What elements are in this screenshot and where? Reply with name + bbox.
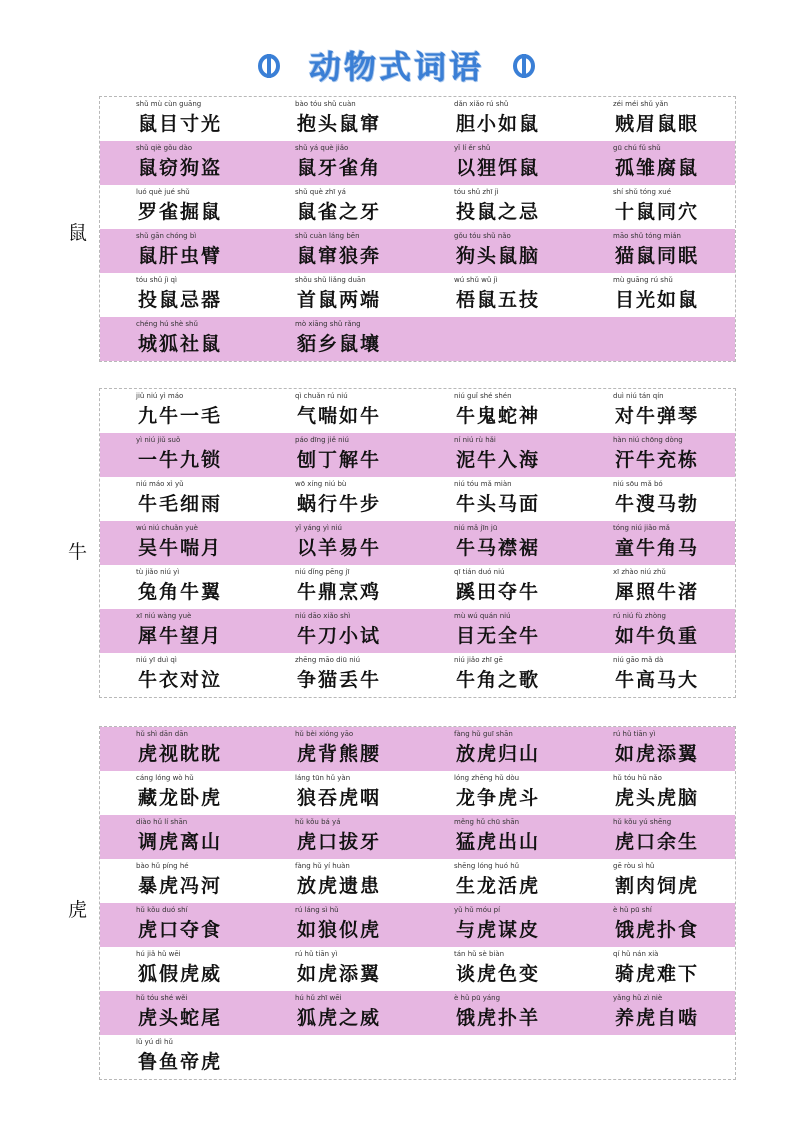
idiom-row bbox=[100, 727, 735, 771]
idiom-cell bbox=[418, 141, 576, 185]
idiom-cell bbox=[100, 653, 258, 697]
idiom-row bbox=[100, 991, 735, 1035]
pinyin-text: lóng zhēng hǔ dòu bbox=[454, 774, 520, 782]
idiom-text: 目无全牛 bbox=[456, 625, 541, 647]
idiom-text: 童牛角马 bbox=[615, 537, 700, 559]
pinyin-text: shǔ qiè gǒu dào bbox=[136, 144, 193, 152]
idiom-text: 牛马襟裾 bbox=[456, 537, 541, 559]
pinyin-text: tóu shǔ jì qì bbox=[136, 276, 177, 284]
pinyin-text: qī tián duó niú bbox=[454, 568, 505, 576]
idiom-text: 饿虎扑羊 bbox=[456, 1007, 541, 1029]
idiom-text: 虎口夺食 bbox=[138, 919, 223, 941]
idiom-text: 一牛九锁 bbox=[138, 449, 223, 471]
idiom-cell bbox=[100, 229, 258, 273]
idiom-cell bbox=[418, 991, 576, 1035]
idiom-text: 首鼠两端 bbox=[297, 289, 382, 311]
idiom-cell bbox=[100, 433, 258, 477]
pinyin-text: tù jiǎo niú yì bbox=[136, 568, 180, 576]
idiom-text: 鼠目寸光 bbox=[138, 113, 223, 135]
idiom-text: 如狼似虎 bbox=[297, 919, 382, 941]
idiom-text: 割肉饲虎 bbox=[615, 875, 700, 897]
idiom-text: 牛鬼蛇神 bbox=[456, 405, 541, 427]
idiom-cell bbox=[100, 97, 258, 141]
idiom-cell bbox=[100, 991, 258, 1035]
idiom-cell bbox=[259, 521, 417, 565]
idiom-cell bbox=[418, 947, 576, 991]
idiom-cell bbox=[259, 653, 417, 697]
pinyin-text: bào hǔ píng hé bbox=[136, 862, 189, 870]
idiom-cell bbox=[100, 185, 258, 229]
idiom-cell bbox=[577, 903, 735, 947]
idiom-table bbox=[99, 726, 736, 1080]
idiom-cell bbox=[577, 947, 735, 991]
idiom-cell bbox=[577, 185, 735, 229]
idiom-cell bbox=[259, 903, 417, 947]
pinyin-text: hú jiǎ hǔ wēi bbox=[136, 950, 181, 958]
pinyin-text: niú guǐ shé shén bbox=[454, 392, 512, 400]
pinyin-text: qí hǔ nán xià bbox=[613, 950, 659, 958]
idiom-row bbox=[100, 565, 735, 609]
idiom-row bbox=[100, 653, 735, 697]
pinyin-text: dǎn xiǎo rú shǔ bbox=[454, 100, 509, 108]
idiom-text: 争猫丢牛 bbox=[297, 669, 382, 691]
idiom-cell bbox=[100, 477, 258, 521]
idiom-cell bbox=[418, 433, 576, 477]
pinyin-text: shēng lóng huó hǔ bbox=[454, 862, 520, 870]
idiom-text: 蜗行牛步 bbox=[297, 493, 382, 515]
pinyin-text: niú sōu mǎ bó bbox=[613, 480, 663, 488]
idiom-cell bbox=[418, 229, 576, 273]
idiom-text: 狗头鼠脑 bbox=[456, 245, 541, 267]
idiom-cell bbox=[577, 815, 735, 859]
pinyin-text: wō xíng niú bù bbox=[295, 480, 347, 488]
idiom-cell bbox=[577, 1035, 735, 1079]
idiom-cell bbox=[577, 859, 735, 903]
idiom-cell bbox=[259, 477, 417, 521]
page-title: 动物式词语 bbox=[308, 48, 484, 86]
idiom-row bbox=[100, 229, 735, 273]
pinyin-text: hǔ shì dān dān bbox=[136, 730, 188, 738]
pinyin-text: niú yī duì qì bbox=[136, 656, 177, 664]
idiom-text: 与虎谋皮 bbox=[456, 919, 541, 941]
idiom-text: 虎口余生 bbox=[615, 831, 700, 853]
pinyin-text: yǎng hǔ zì niè bbox=[613, 994, 663, 1002]
pinyin-text: fàng hǔ guī shān bbox=[454, 730, 513, 738]
pinyin-text: mù wú quán niú bbox=[454, 612, 511, 620]
pinyin-text: xī niú wàng yuè bbox=[136, 612, 192, 620]
pinyin-text: hǔ kǒu yú shēng bbox=[613, 818, 672, 826]
idiom-text: 牛角之歌 bbox=[456, 669, 541, 691]
idiom-text: 牛溲马勃 bbox=[615, 493, 700, 515]
idiom-cell bbox=[577, 97, 735, 141]
pinyin-text: shǔ yá què jiǎo bbox=[295, 144, 349, 152]
idiom-cell bbox=[577, 521, 735, 565]
idiom-cell bbox=[418, 317, 576, 361]
idiom-cell bbox=[100, 815, 258, 859]
idiom-cell bbox=[577, 991, 735, 1035]
idiom-text: 犀照牛渚 bbox=[615, 581, 700, 603]
idiom-text: 鲁鱼帝虎 bbox=[138, 1051, 223, 1073]
pinyin-text: luó què jué shǔ bbox=[136, 188, 190, 196]
pinyin-text: páo dīng jiě niú bbox=[295, 436, 349, 444]
idiom-text: 牛高马大 bbox=[615, 669, 700, 691]
idiom-text: 罗雀掘鼠 bbox=[138, 201, 223, 223]
idiom-cell bbox=[100, 771, 258, 815]
idiom-row bbox=[100, 389, 735, 433]
idiom-text: 猫鼠同眠 bbox=[615, 245, 700, 267]
idiom-text: 饿虎扑食 bbox=[615, 919, 700, 941]
idiom-cell bbox=[577, 273, 735, 317]
pinyin-text: shǒu shǔ liǎng duān bbox=[295, 276, 366, 284]
pinyin-text: niú dǐng pēng jī bbox=[295, 568, 350, 576]
pinyin-text: láng tūn hǔ yàn bbox=[295, 774, 351, 782]
idiom-text: 龙争虎斗 bbox=[456, 787, 541, 809]
idiom-cell bbox=[577, 653, 735, 697]
pinyin-text: hǔ bèi xióng yāo bbox=[295, 730, 354, 738]
pinyin-text: niú dāo xiǎo shì bbox=[295, 612, 351, 620]
page-header bbox=[0, 44, 793, 94]
idiom-cell bbox=[577, 433, 735, 477]
idiom-cell bbox=[577, 565, 735, 609]
pinyin-text: shǔ mù cùn guāng bbox=[136, 100, 202, 108]
pinyin-text: jiǔ niú yì máo bbox=[136, 392, 184, 400]
idiom-row bbox=[100, 903, 735, 947]
idiom-text: 对牛弹琴 bbox=[615, 405, 700, 427]
pinyin-text: niú jiǎo zhī gē bbox=[454, 656, 503, 664]
idiom-table bbox=[99, 96, 736, 362]
idiom-text: 调虎离山 bbox=[138, 831, 223, 853]
idiom-text: 十鼠同穴 bbox=[615, 201, 700, 223]
idiom-text: 虎视眈眈 bbox=[138, 743, 223, 765]
idiom-cell bbox=[577, 389, 735, 433]
section-label: 虎 bbox=[68, 899, 88, 921]
idiom-text: 兔角牛翼 bbox=[138, 581, 223, 603]
pinyin-text: rú hǔ tiān yì bbox=[295, 950, 338, 958]
idiom-text: 鼠窜狼奔 bbox=[297, 245, 382, 267]
pinyin-text: hú hǔ zhī wēi bbox=[295, 994, 342, 1002]
idiom-cell bbox=[259, 771, 417, 815]
idiom-text: 如牛负重 bbox=[615, 625, 700, 647]
idiom-cell bbox=[418, 477, 576, 521]
idiom-text: 投鼠忌器 bbox=[138, 289, 223, 311]
pinyin-text: hǔ kǒu bá yá bbox=[295, 818, 341, 826]
idiom-cell bbox=[100, 521, 258, 565]
pinyin-text: diào hǔ lí shān bbox=[136, 818, 188, 826]
idiom-cell bbox=[259, 317, 417, 361]
idiom-cell bbox=[418, 815, 576, 859]
pinyin-text: yǔ hǔ móu pí bbox=[454, 906, 501, 914]
idiom-cell bbox=[259, 859, 417, 903]
pinyin-text: fàng hǔ yí huàn bbox=[295, 862, 350, 870]
pinyin-text: yì niú jiǔ suǒ bbox=[136, 436, 181, 444]
pinyin-text: hǔ kǒu duó shí bbox=[136, 906, 188, 914]
pinyin-text: gē ròu sì hǔ bbox=[613, 862, 655, 870]
idiom-text: 狐假虎威 bbox=[138, 963, 223, 985]
idiom-text: 蹊田夺牛 bbox=[456, 581, 541, 603]
idiom-row bbox=[100, 185, 735, 229]
idiom-cell bbox=[577, 229, 735, 273]
idiom-row bbox=[100, 433, 735, 477]
idiom-text: 城狐社鼠 bbox=[138, 333, 223, 355]
idiom-cell bbox=[259, 141, 417, 185]
idiom-text: 牛衣对泣 bbox=[138, 669, 223, 691]
idiom-text: 吴牛喘月 bbox=[138, 537, 223, 559]
idiom-text: 鼠牙雀角 bbox=[297, 157, 382, 179]
idiom-cell bbox=[259, 433, 417, 477]
idiom-cell bbox=[259, 815, 417, 859]
pinyin-text: niú tóu mǎ miàn bbox=[454, 480, 512, 488]
idiom-cell bbox=[259, 273, 417, 317]
idiom-cell bbox=[577, 317, 735, 361]
pinyin-text: bào tóu shǔ cuàn bbox=[295, 100, 356, 108]
pinyin-text: mù guāng rú shǔ bbox=[613, 276, 673, 284]
idiom-text: 藏龙卧虎 bbox=[138, 787, 223, 809]
idiom-text: 鼠雀之牙 bbox=[297, 201, 382, 223]
idiom-row bbox=[100, 815, 735, 859]
idiom-text: 牛头马面 bbox=[456, 493, 541, 515]
idiom-text: 狐虎之威 bbox=[297, 1007, 382, 1029]
idiom-cell bbox=[100, 389, 258, 433]
idiom-cell bbox=[418, 97, 576, 141]
pinyin-text: zéi méi shǔ yǎn bbox=[613, 100, 669, 108]
idiom-cell bbox=[418, 609, 576, 653]
idiom-table bbox=[99, 388, 736, 698]
idiom-text: 贼眉鼠眼 bbox=[615, 113, 700, 135]
idiom-text: 暴虎冯河 bbox=[138, 875, 223, 897]
idiom-row bbox=[100, 97, 735, 141]
idiom-text: 养虎自啮 bbox=[615, 1007, 700, 1029]
idiom-text: 刨丁解牛 bbox=[297, 449, 382, 471]
idiom-cell bbox=[100, 859, 258, 903]
idiom-text: 投鼠之忌 bbox=[456, 201, 541, 223]
idiom-text: 气喘如牛 bbox=[297, 405, 382, 427]
idiom-text: 虎口拔牙 bbox=[297, 831, 382, 853]
pinyin-text: duì niú tán qín bbox=[613, 392, 664, 400]
idiom-cell bbox=[577, 141, 735, 185]
section-label: 鼠 bbox=[68, 222, 88, 244]
idiom-text: 胆小如鼠 bbox=[456, 113, 541, 135]
idiom-text: 泥牛入海 bbox=[456, 449, 541, 471]
idiom-cell bbox=[259, 97, 417, 141]
idiom-cell bbox=[577, 477, 735, 521]
pinyin-text: yǐ yáng yì niú bbox=[295, 524, 342, 532]
idiom-text: 汗牛充栋 bbox=[615, 449, 700, 471]
idiom-cell bbox=[259, 947, 417, 991]
pinyin-text: niú máo xì yǔ bbox=[136, 480, 184, 488]
idiom-cell bbox=[418, 521, 576, 565]
idiom-text: 如虎添翼 bbox=[615, 743, 700, 765]
pinyin-text: yǐ lí ěr shǔ bbox=[454, 144, 491, 152]
idiom-text: 貊乡鼠壤 bbox=[297, 333, 382, 355]
idiom-cell bbox=[418, 273, 576, 317]
idiom-text: 鼠窃狗盗 bbox=[138, 157, 223, 179]
idiom-cell bbox=[100, 609, 258, 653]
idiom-cell bbox=[418, 565, 576, 609]
pinyin-text: wú shǔ wǔ jì bbox=[454, 276, 498, 284]
pinyin-text: gǒu tóu shǔ nǎo bbox=[454, 232, 511, 240]
idiom-cell bbox=[418, 903, 576, 947]
idiom-text: 梧鼠五技 bbox=[456, 289, 541, 311]
idiom-row bbox=[100, 609, 735, 653]
idiom-row bbox=[100, 771, 735, 815]
pinyin-text: zhēng māo diū niú bbox=[295, 656, 361, 664]
idiom-text: 虎头虎脑 bbox=[615, 787, 700, 809]
idiom-text: 狼吞虎咽 bbox=[297, 787, 382, 809]
pinyin-text: è hǔ pū yáng bbox=[454, 994, 501, 1002]
idiom-text: 鼠肝虫臂 bbox=[138, 245, 223, 267]
idiom-text: 犀牛望月 bbox=[138, 625, 223, 647]
idiom-cell bbox=[259, 229, 417, 273]
pinyin-text: chéng hú shè shǔ bbox=[136, 320, 198, 328]
pinyin-text: cáng lóng wò hǔ bbox=[136, 774, 194, 782]
pinyin-text: wú niú chuǎn yuè bbox=[136, 524, 198, 532]
pinyin-text: ní niú rù hǎi bbox=[454, 436, 496, 444]
pinyin-text: hàn niú chōng dòng bbox=[613, 436, 683, 444]
idiom-text: 放虎归山 bbox=[456, 743, 541, 765]
idiom-text: 放虎遗患 bbox=[297, 875, 382, 897]
idiom-text: 猛虎出山 bbox=[456, 831, 541, 853]
idiom-cell bbox=[259, 565, 417, 609]
pinyin-text: shí shǔ tóng xué bbox=[613, 188, 672, 196]
pinyin-text: è hǔ pū shí bbox=[613, 906, 652, 914]
pinyin-text: tóng niú jiǎo mǎ bbox=[613, 524, 670, 532]
idiom-cell bbox=[577, 771, 735, 815]
idiom-row bbox=[100, 273, 735, 317]
pinyin-text: rú láng sì hǔ bbox=[295, 906, 339, 914]
idiom-text: 以羊易牛 bbox=[297, 537, 382, 559]
idiom-row bbox=[100, 521, 735, 565]
idiom-cell bbox=[418, 1035, 576, 1079]
pinyin-text: mò xiāng shǔ rǎng bbox=[295, 320, 361, 328]
idiom-text: 虎背熊腰 bbox=[297, 743, 382, 765]
idiom-row bbox=[100, 141, 735, 185]
pinyin-text: hǔ tóu hǔ nǎo bbox=[613, 774, 662, 782]
idiom-cell bbox=[577, 609, 735, 653]
idiom-text: 如虎添翼 bbox=[297, 963, 382, 985]
idiom-cell bbox=[100, 273, 258, 317]
pinyin-text: rú hǔ tiān yì bbox=[613, 730, 656, 738]
pinyin-text: rú niú fù zhòng bbox=[613, 612, 666, 620]
idiom-cell bbox=[259, 991, 417, 1035]
pinyin-text: shǔ què zhī yá bbox=[295, 188, 346, 196]
idiom-cell bbox=[100, 1035, 258, 1079]
idiom-cell bbox=[418, 185, 576, 229]
idiom-text: 目光如鼠 bbox=[615, 289, 700, 311]
pinyin-text: xī zhào niú zhǔ bbox=[613, 568, 666, 576]
circle-bar-ornament-icon bbox=[510, 52, 538, 80]
idiom-cell bbox=[100, 727, 258, 771]
pinyin-text: hǔ tóu shé wěi bbox=[136, 994, 188, 1002]
idiom-cell bbox=[577, 727, 735, 771]
section-label: 牛 bbox=[68, 541, 88, 563]
idiom-text: 虎头蛇尾 bbox=[138, 1007, 223, 1029]
pinyin-text: shǔ gān chóng bì bbox=[136, 232, 197, 240]
idiom-text: 牛鼎烹鸡 bbox=[297, 581, 382, 603]
idiom-text: 生龙活虎 bbox=[456, 875, 541, 897]
idiom-text: 骑虎难下 bbox=[615, 963, 700, 985]
idiom-text: 谈虎色变 bbox=[456, 963, 541, 985]
idiom-row bbox=[100, 859, 735, 903]
pinyin-text: tóu shǔ zhī jì bbox=[454, 188, 499, 196]
idiom-cell bbox=[418, 653, 576, 697]
idiom-cell bbox=[418, 389, 576, 433]
idiom-cell bbox=[100, 141, 258, 185]
idiom-text: 抱头鼠窜 bbox=[297, 113, 382, 135]
idiom-cell bbox=[259, 389, 417, 433]
idiom-cell bbox=[259, 727, 417, 771]
idiom-cell bbox=[259, 609, 417, 653]
idiom-cell bbox=[418, 727, 576, 771]
idiom-row bbox=[100, 477, 735, 521]
idiom-cell bbox=[418, 771, 576, 815]
idiom-cell bbox=[100, 947, 258, 991]
idiom-row bbox=[100, 947, 735, 991]
pinyin-text: shǔ cuàn láng bēn bbox=[295, 232, 360, 240]
idiom-cell bbox=[100, 565, 258, 609]
idiom-cell bbox=[259, 1035, 417, 1079]
pinyin-text: niú gāo mǎ dà bbox=[613, 656, 664, 664]
idiom-cell bbox=[418, 859, 576, 903]
idiom-text: 牛毛细雨 bbox=[138, 493, 223, 515]
pinyin-text: niú mǎ jīn jū bbox=[454, 524, 498, 532]
idiom-text: 牛刀小试 bbox=[297, 625, 382, 647]
idiom-cell bbox=[259, 185, 417, 229]
pinyin-text: lǔ yú dì hǔ bbox=[136, 1038, 173, 1046]
pinyin-text: tán hǔ sè biàn bbox=[454, 950, 505, 958]
idiom-row bbox=[100, 317, 735, 361]
idiom-text: 九牛一毛 bbox=[138, 405, 223, 427]
pinyin-text: měng hǔ chū shān bbox=[454, 818, 520, 826]
pinyin-text: gū chú fǔ shǔ bbox=[613, 144, 661, 152]
idiom-cell bbox=[100, 317, 258, 361]
pinyin-text: māo shǔ tóng mián bbox=[613, 232, 681, 240]
idiom-text: 孤雏腐鼠 bbox=[615, 157, 700, 179]
pinyin-text: qì chuǎn rú niú bbox=[295, 392, 348, 400]
idiom-cell bbox=[100, 903, 258, 947]
idiom-text: 以狸饵鼠 bbox=[456, 157, 541, 179]
idiom-row bbox=[100, 1035, 735, 1079]
